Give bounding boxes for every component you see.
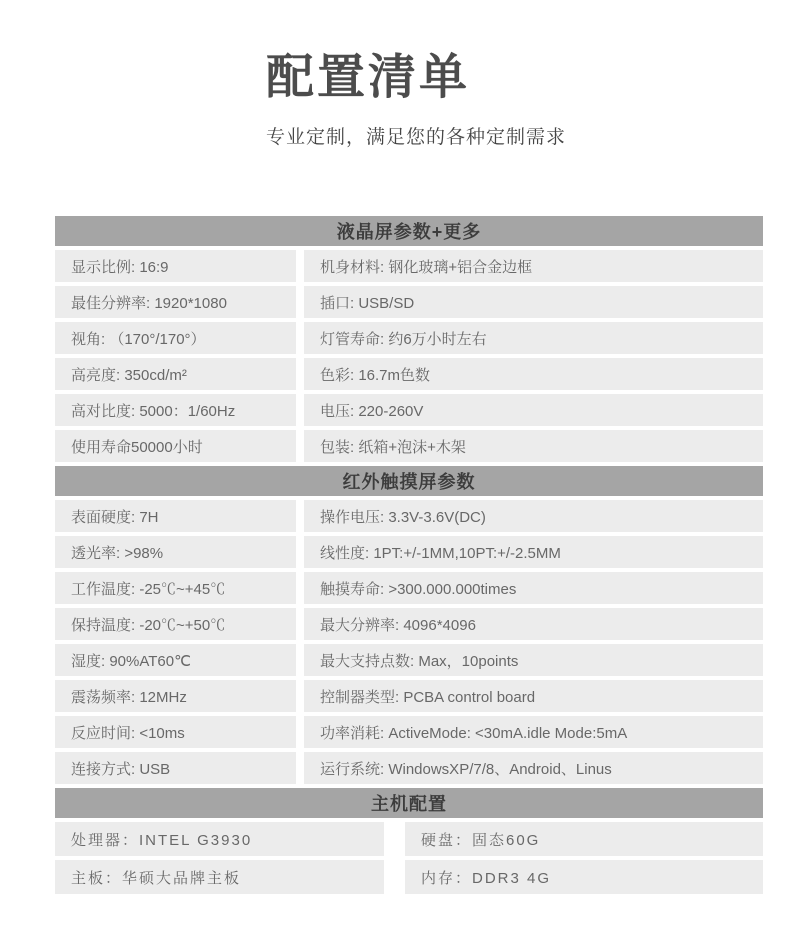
spec-cell: 运行系统: WindowsXP/7/8、Android、Linus: [304, 752, 763, 784]
spec-cell: 保持温度: -20℃~+50℃: [55, 608, 296, 640]
spec-row: [55, 752, 763, 784]
spec-row: [55, 680, 763, 712]
spec-table: [55, 216, 763, 898]
spec-row: [55, 322, 763, 354]
spec-cell: 透光率: >98%: [55, 536, 296, 568]
page-subtitle: 专业定制，满足您的各种定制需求: [266, 127, 567, 148]
spec-row: [55, 608, 763, 640]
spec-cell: 色彩: 16.7m色数: [304, 358, 763, 390]
spec-cell: 显示比例: 16:9: [55, 250, 296, 282]
spec-cell: 震荡频率: 12MHz: [55, 680, 296, 712]
page-title: 配置清单: [266, 51, 471, 104]
spec-row: [55, 358, 763, 390]
spec-row: [55, 286, 763, 318]
section-title-touch: 红外触摸屏参数: [55, 466, 763, 496]
page-header: [266, 52, 566, 149]
spec-cell: 控制器类型: PCBA control board: [304, 680, 763, 712]
spec-cell: 高亮度: 350cd/m²: [55, 358, 296, 390]
spec-row: [55, 860, 763, 894]
spec-row: [55, 250, 763, 282]
spec-row: [55, 394, 763, 426]
spec-row: [55, 500, 763, 532]
spec-row: [55, 536, 763, 568]
spec-cell: 反应时间: <10ms: [55, 716, 296, 748]
spec-cell: 电压: 220-260V: [304, 394, 763, 426]
spec-cell: 线性度: 1PT:+/-1MM,10PT:+/-2.5MM: [304, 536, 763, 568]
spec-cell: 内存：DDR3 4G: [405, 860, 763, 894]
spec-cell: 操作电压: 3.3V-3.6V(DC): [304, 500, 763, 532]
spec-cell: 机身材料: 钢化玻璃+铝合金边框: [304, 250, 763, 282]
section-title-host: 主机配置: [55, 788, 763, 818]
spec-row: [55, 430, 763, 462]
spec-row: [55, 716, 763, 748]
spec-cell: 最大分辨率: 4096*4096: [304, 608, 763, 640]
spec-cell: 最大支持点数: Max，10points: [304, 644, 763, 676]
spec-cell: 视角: （170°/170°）: [55, 322, 296, 354]
spec-cell: 硬盘：固态60G: [405, 822, 763, 856]
spec-cell: 灯管寿命: 约6万小时左右: [304, 322, 763, 354]
spec-cell: 插口: USB/SD: [304, 286, 763, 318]
spec-cell: 触摸寿命: >300.000.000times: [304, 572, 763, 604]
spec-cell: 最佳分辨率: 1920*1080: [55, 286, 296, 318]
spec-cell: 工作温度: -25℃~+45℃: [55, 572, 296, 604]
spec-cell: 功率消耗: ActiveMode: <30mA.idle Mode:5mA: [304, 716, 763, 748]
spec-cell: 湿度: 90%AT60℃: [55, 644, 296, 676]
section-title-lcd: 液晶屏参数+更多: [55, 216, 763, 246]
spec-cell: 处理器：INTEL G3930: [55, 822, 384, 856]
spec-row: [55, 822, 763, 856]
spec-cell: 连接方式: USB: [55, 752, 296, 784]
spec-cell: 使用寿命50000小时: [55, 430, 296, 462]
spec-cell: 包装: 纸箱+泡沫+木架: [304, 430, 763, 462]
spec-cell: 高对比度: 5000：1/60Hz: [55, 394, 296, 426]
spec-row: [55, 572, 763, 604]
spec-row: [55, 644, 763, 676]
spec-cell: 表面硬度: 7H: [55, 500, 296, 532]
spec-cell: 主板：华硕大品牌主板: [55, 860, 384, 894]
